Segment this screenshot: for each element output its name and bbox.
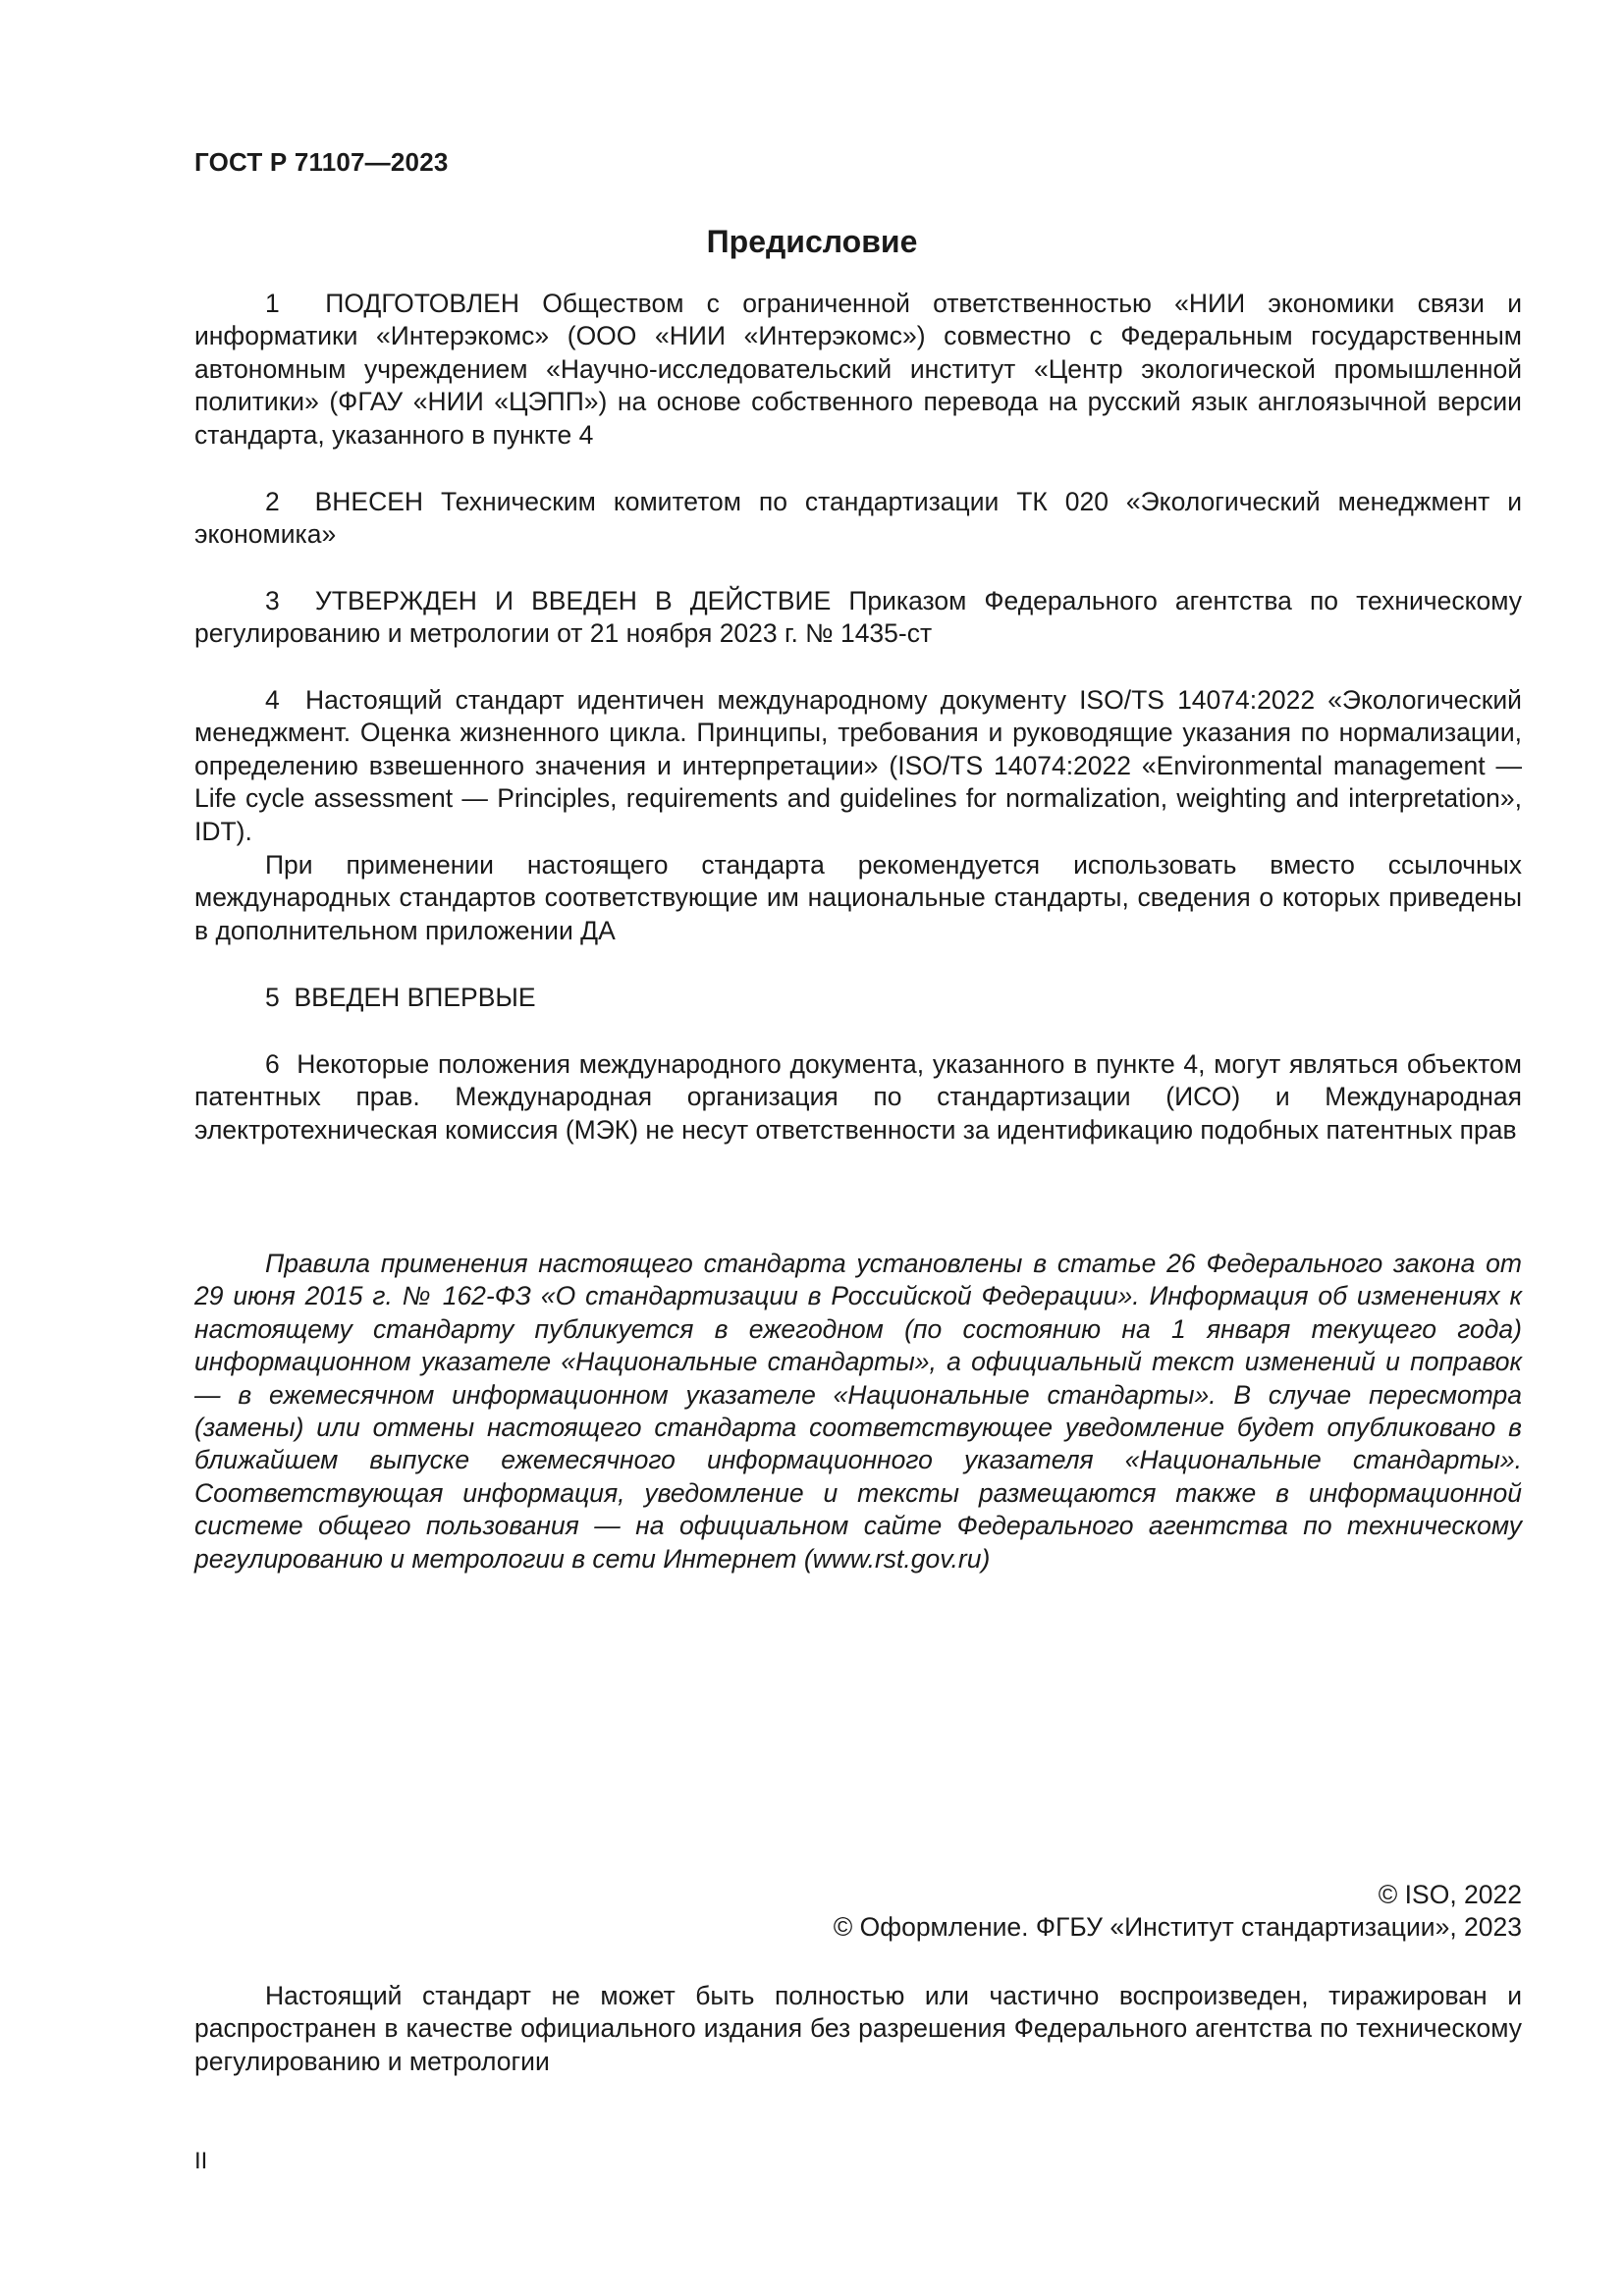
rules-notice: Правила применения настоящего стандарта установлены в статье 26 Федерального закона от 29 июня 2015 г. № 162-ФЗ «О стандартизации в Российской Федерации». Информация об изменениях к настоящему стандарту публикуется в ежегодном (по состоянию на 1 января текущего года) информационном указателе «Национальные стандарты», а официальный текст изменений и поправок — в ежемесячном информационном указателе «Национальные стандарты». В случае пересмотра (замены) или отмены настоящего стандарта соответствующее уведомление будет опубликовано в ближайшем выпуске ежемесячного информационного указателя «Национальные стандарты». Соответствующая информация, уведомление и тексты размещаются также в информационной системе общего пользования — на официальном сайте Федерального агентства по техническому регулированию и метрологии в сети Интернет (www.rst.gov.ru) [194, 1249, 1522, 1574]
foreword-item-2 [194, 486, 1522, 552]
item-text: ПОДГОТОВЛЕН Обществом с ограниченной ответственностью «НИИ экономики связи и информатики «Интерэкомс» (ООО «НИИ «Интерэкомс») совместно с Федеральным государственным автономным учреждением «Научно-исследовательский институт «Центр экологической промышленной политики» (ФГАУ «НИИ «ЦЭПП») на основе собственного перевода на русский язык англоязычной версии стандарта, указанного в пункте 4 [194, 289, 1523, 450]
item-text: Настоящий стандарт идентичен международному документу ISO/TS 14074:2022 «Экологический менеджмент. Оценка жизненного цикла. Принципы, требования и руководящие указания по нормализации, определению взвешенного значения и интерпретации» (ISO/TS 14074:2022 «Environmental management — Life cycle assessment — Principles, requirements and guidelines for normalization, weighting and interpretation», IDT). [194, 685, 1522, 846]
item-text: Некоторые положения международного документа, указанного в пункте 4, могут являться объектом патентных прав. Международная организация по стандартизации (ИСО) и Международная электротехническая комиссия (МЭК) не несут ответственности за идентификацию подобных патентных прав [194, 1049, 1522, 1145]
copyright-iso: © ISO, 2022 [1378, 1880, 1522, 1909]
page-title: Предисловие [706, 224, 918, 259]
item-number: 4 [265, 685, 280, 715]
page-number: II [194, 2148, 208, 2174]
reproduction-notice: Настоящий стандарт не может быть полностью или частично воспроизведен, тиражирован и распространен в качестве официального издания без разрешения Федерального агентства по техническому регулированию и метрологии [194, 1981, 1522, 2076]
item-number: 6 [265, 1049, 280, 1079]
copyright-design: © Оформление. ФГБУ «Институт стандартизации», 2023 [833, 1912, 1522, 1943]
foreword-item-3 [194, 585, 1522, 651]
item-number: 2 [265, 487, 280, 516]
item-number: 3 [265, 586, 280, 615]
foreword-item-6 [194, 1048, 1522, 1147]
item-number: 5 [265, 983, 280, 1012]
item-text: ВНЕСЕН Техническим комитетом по стандартизации ТК 020 «Экологический менеджмент и экономика» [194, 487, 1522, 550]
foreword-item-5 [194, 982, 1522, 1014]
foreword-item-4-note: При применении настоящего стандарта рекомендуется использовать вместо ссылочных международных стандартов соответствующие им национальные стандарты, сведения о которых приведены в дополнительном приложении ДА [194, 850, 1522, 945]
copyright-block [194, 1879, 1522, 1945]
item-text: ВВЕДЕН ВПЕРВЫЕ [294, 983, 536, 1012]
item-number: 1 [265, 289, 280, 318]
foreword-item-1 [194, 288, 1522, 452]
item-text: УТВЕРЖДЕН И ВВЕДЕН В ДЕЙСТВИЕ Приказом Федерального агентства по техническому регулированию и метрологии от 21 ноября 2023 г. № 1435-ст [194, 586, 1522, 649]
document-code-header: ГОСТ Р 71107—2023 [194, 147, 449, 177]
foreword-item-4 [194, 684, 1522, 848]
